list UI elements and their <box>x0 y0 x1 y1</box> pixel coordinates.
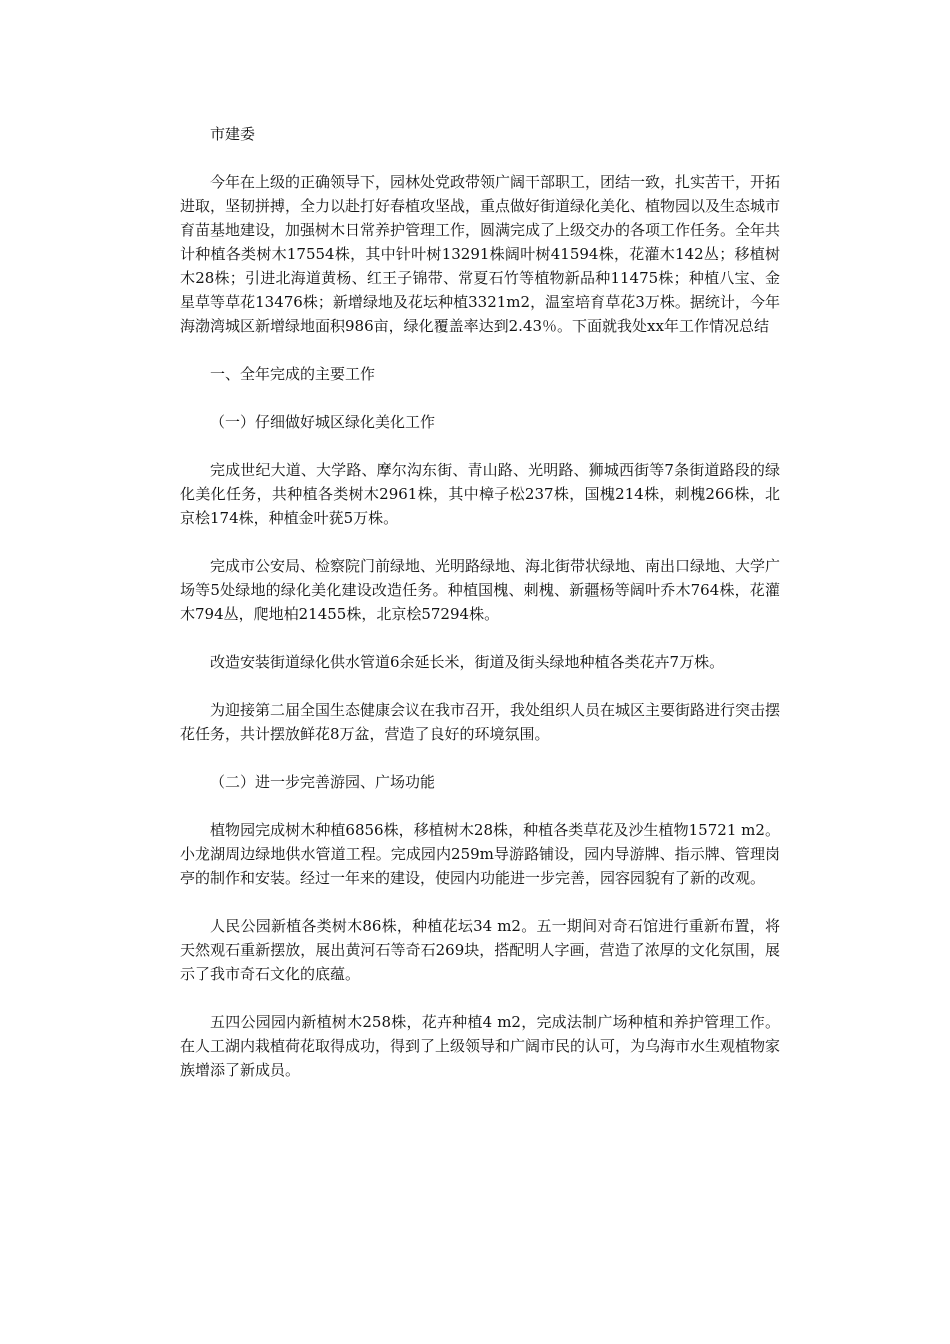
recipient-line: 市建委 <box>210 125 256 143</box>
subsection-heading-parks-squares: （二）进一步完善游园、广场功能 <box>210 773 436 791</box>
paragraph-street-greening: 完成世纪大道、大学路、摩尔沟东街、青山路、光明路、狮城西街等7条街道路段的绿化美化任务，共种植各类树木2961株，其中樟子松237株，国槐214株，刺槐266株，北京桧174株，种植金叶莸5万株。 <box>180 461 780 527</box>
section-heading-main-work: 一、全年完成的主要工作 <box>210 365 376 383</box>
subsection-heading-city-greening: （一）仔细做好城区绿化美化工作 <box>210 413 436 431</box>
paragraph-peoples-park: 人民公园新植各类树木86株，种植花坛34 m2。五一期间对奇石馆进行重新布置，将天然观石重新摆放，展出黄河石等奇石269块，搭配明人字画，营造了浓厚的文化氛围，展示了我市奇石文化的底蕴。 <box>180 917 780 983</box>
intro-paragraph: 今年在上级的正确领导下，园林处党政带领广阔干部职工，团结一致，扎实苦干，开拓进取，坚韧拼搏，全力以赴打好春植攻坚战，重点做好街道绿化美化、植物园以及生态城市育苗基地建设，加强树木日常养护管理工作，圆满完成了上级交办的各项工作任务。全年共计种植各类树木17554株，其中针叶树13291株阔叶树41594株，花灌木142丛；移植树木28株；引进北海道黄杨、红王子锦带、常夏石竹等植物新品种11475株；种植八宝、金星草等草花13476株；新增绿地及花坛种植3321m2，温室培育草花3万株。据统计，今年海渤湾城区新增绿地面积986亩，绿化覆盖率达到2.43％。下面就我处xx年工作情况总结 <box>180 173 781 335</box>
document-body <box>180 122 780 1106</box>
paragraph-wusi-park: 五四公园园内新植树木258株，花卉种植4 m2，完成法制广场种植和养护管理工作。在人工湖内栽植荷花取得成功，得到了上级领导和广阔市民的认可，为乌海市水生观植物家族增添了新成员。 <box>180 1013 781 1079</box>
paragraph-green-space-renovation: 完成市公安局、检察院门前绿地、光明路绿地、海北街带状绿地、南出口绿地、大学广场等5处绿地的绿化美化建设改造任务。种植国槐、刺槐、新疆杨等阔叶乔木764株，花灌木794丛，爬地柏21455株，北京桧57294株。 <box>180 557 781 623</box>
paragraph-botanical-garden: 植物园完成树木种植6856株，移植树木28株，种植各类草花及沙生植物15721 m2。小龙湖周边绿地供水管道工程。完成园内259m导游路铺设，园内导游牌、指示牌、管理岗亭的制作和安装。经过一年来的建设，使园内功能进一步完善，园容园貌有了新的改观。 <box>180 821 780 887</box>
paragraph-water-pipes: 改造安装街道绿化供水管道6余延长米，街道及街头绿地种植各类花卉7万株。 <box>210 653 725 671</box>
paragraph-flower-display: 为迎接第二届全国生态健康会议在我市召开，我处组织人员在城区主要街路进行突击摆花任务，共计摆放鲜花8万盆，营造了良好的环境氛围。 <box>180 701 781 743</box>
